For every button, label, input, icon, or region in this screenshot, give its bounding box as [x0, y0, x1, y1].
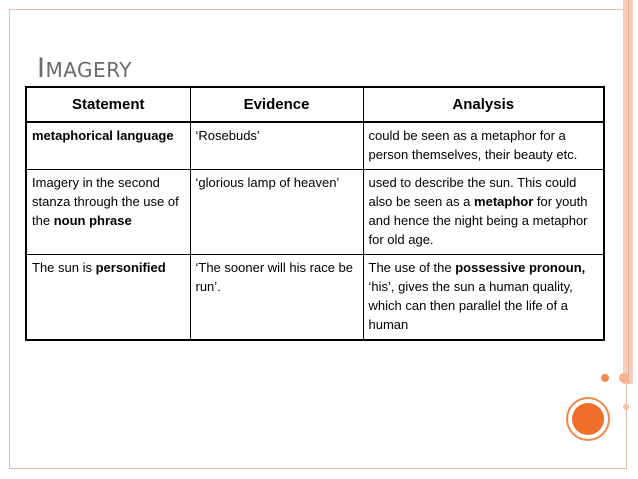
- title-rest: MAGERY: [45, 58, 133, 82]
- decorative-dot: [623, 404, 629, 410]
- slide-title: [37, 53, 132, 84]
- analysis-text: metaphor: [474, 194, 534, 209]
- decorative-dot: [601, 374, 609, 382]
- analysis-text: The use of the: [368, 260, 456, 275]
- table-header-row: [26, 87, 604, 122]
- decorative-circle: [572, 403, 604, 435]
- statement-cell: [26, 170, 190, 255]
- imagery-table: [25, 86, 605, 341]
- table-body: [26, 122, 604, 340]
- analysis-text: could be seen as a metaphor for a person themselves, their beauty etc.: [368, 128, 578, 162]
- decorative-dot: [619, 373, 629, 383]
- analysis-text: for youth and hence the night being a metaphor for old age.: [368, 194, 588, 247]
- table-row: [26, 170, 604, 255]
- statement-text: personified: [95, 260, 166, 275]
- table-row: [26, 122, 604, 170]
- analysis-cell: [363, 122, 604, 170]
- evidence-cell: ‘glorious lamp of heaven’: [190, 170, 363, 255]
- statement-text: The sun is: [32, 260, 96, 275]
- statement-text: noun phrase: [53, 213, 132, 228]
- title-initial: I: [37, 53, 46, 84]
- statement-text: metaphorical language: [32, 128, 174, 143]
- analysis-text: used to describe the sun. This could also be seen as a: [368, 175, 577, 209]
- header-analysis: Analysis: [363, 87, 604, 122]
- header-evidence: Evidence: [190, 87, 363, 122]
- decorative-side-line: [628, 0, 629, 384]
- statement-cell: [26, 255, 190, 341]
- evidence-cell: ‘Rosebuds’: [190, 122, 363, 170]
- statement-text: Imagery in the second stanza through the use of the: [32, 175, 179, 228]
- table-row: [26, 255, 604, 341]
- header-statement: Statement: [26, 87, 190, 122]
- analysis-cell: [363, 255, 604, 341]
- analysis-text: ‘his’, gives the sun a human quality, which can then parallel the life of a human: [368, 279, 573, 332]
- statement-cell: [26, 122, 190, 170]
- analysis-cell: [363, 170, 604, 255]
- analysis-text: possessive pronoun,: [455, 260, 586, 275]
- evidence-cell: ‘The sooner will his race be run’.: [190, 255, 363, 341]
